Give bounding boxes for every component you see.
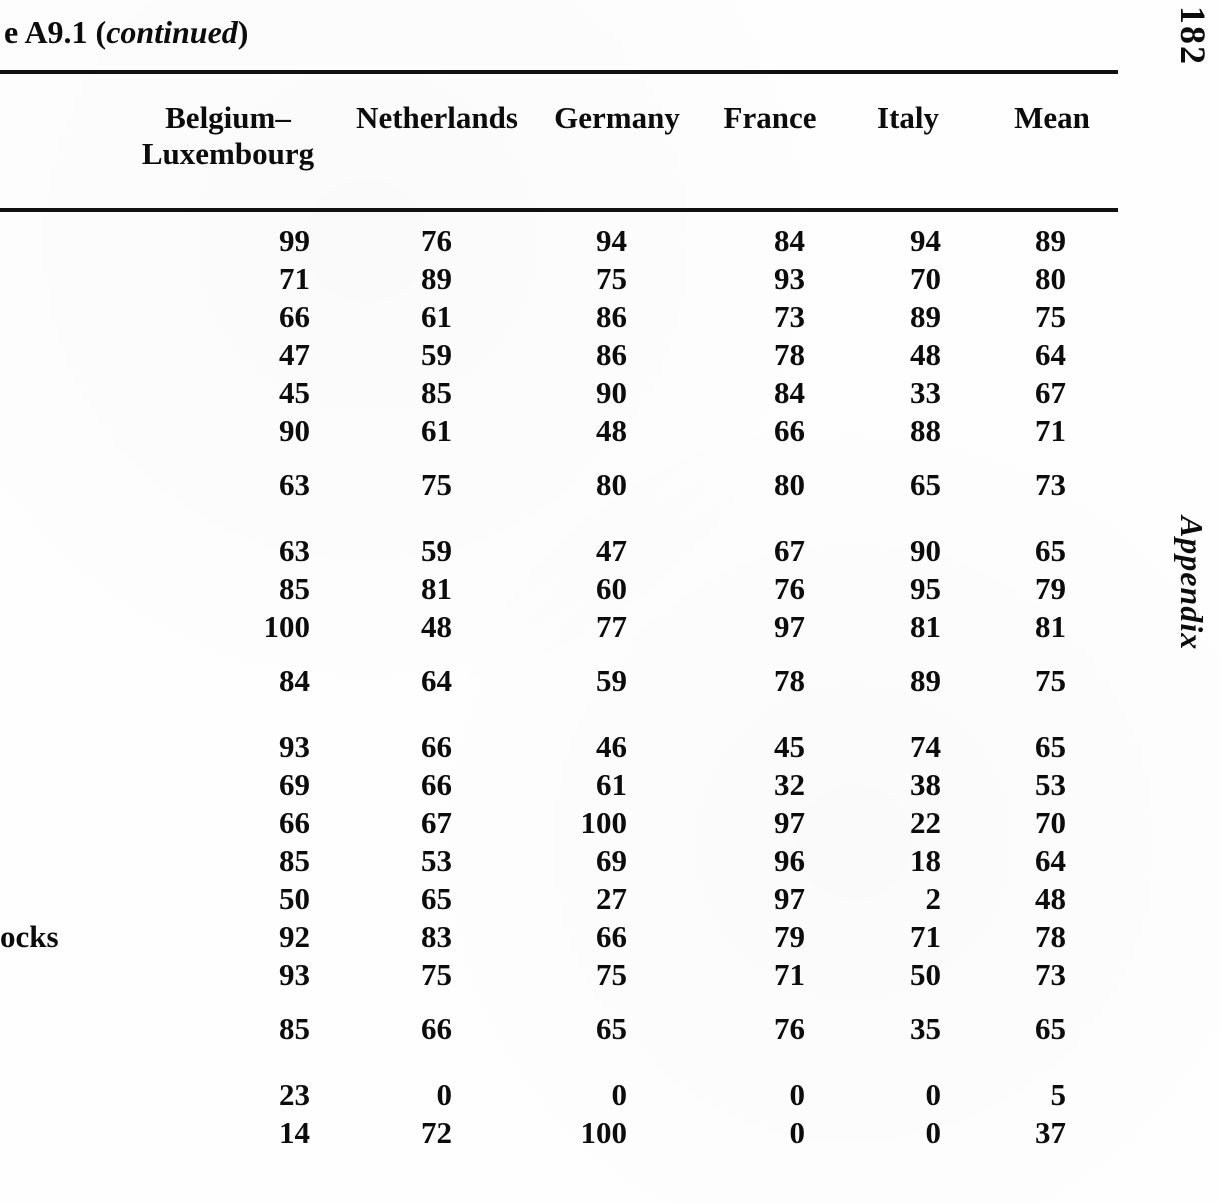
table-cell: 95 xyxy=(910,571,941,606)
header-rule xyxy=(0,208,1118,212)
header-germany: Germany xyxy=(554,100,680,135)
table-cell: 47 xyxy=(596,533,627,568)
table-cell: 94 xyxy=(596,223,627,258)
row-label-fragment xyxy=(0,570,115,608)
table-cell: 2 xyxy=(925,881,941,916)
table-cell: 78 xyxy=(1035,919,1066,954)
table-title xyxy=(4,14,248,51)
table-cell: 66 xyxy=(421,1011,452,1046)
table-cell: 0 xyxy=(611,1077,627,1112)
table-cell: 66 xyxy=(596,919,627,954)
table-cell: 100 xyxy=(580,805,627,840)
table-cell: 71 xyxy=(774,957,805,992)
table-group xyxy=(0,222,1118,450)
table-cell: 69 xyxy=(279,767,310,802)
table-cell: 65 xyxy=(1035,729,1066,764)
table-cell: 85 xyxy=(279,571,310,606)
table-cell: 97 xyxy=(774,881,805,916)
table-cell: 0 xyxy=(925,1115,941,1150)
table-row xyxy=(0,842,1118,880)
table-cell: 76 xyxy=(774,571,805,606)
table-cell: 99 xyxy=(279,223,310,258)
table-cell: 88 xyxy=(910,413,941,448)
table-cell: 0 xyxy=(789,1077,805,1112)
table-cell: 85 xyxy=(421,375,452,410)
table-row xyxy=(0,374,1118,412)
row-label-fragment xyxy=(0,374,115,412)
table-cell: 32 xyxy=(774,767,805,802)
table-cell: 97 xyxy=(774,609,805,644)
table-cell: 75 xyxy=(1035,299,1066,334)
top-rule xyxy=(0,70,1118,74)
table-cell: 89 xyxy=(1035,223,1066,258)
table-cell: 61 xyxy=(596,767,627,802)
table-cell: 93 xyxy=(279,729,310,764)
table-cell: 70 xyxy=(1035,805,1066,840)
table-cell: 65 xyxy=(1035,533,1066,568)
table-cell: 67 xyxy=(774,533,805,568)
table-row xyxy=(0,728,1118,766)
table-row xyxy=(0,956,1118,994)
table-cell: 85 xyxy=(279,843,310,878)
table-cell: 0 xyxy=(789,1115,805,1150)
table-cell: 65 xyxy=(1035,1011,1066,1046)
table-cell: 75 xyxy=(596,957,627,992)
table-cell: 65 xyxy=(596,1011,627,1046)
table-cell: 35 xyxy=(910,1011,941,1046)
table-cell: 18 xyxy=(910,843,941,878)
row-label-fragment xyxy=(0,260,115,298)
table-cell: 65 xyxy=(421,881,452,916)
table-row xyxy=(0,260,1118,298)
appendix-margin-label: Appendix xyxy=(1174,516,1210,651)
table-cell: 22 xyxy=(910,805,941,840)
table-cell: 75 xyxy=(596,261,627,296)
table-cell: 73 xyxy=(1035,467,1066,502)
row-label-fragment xyxy=(0,1076,115,1114)
table-cell: 45 xyxy=(774,729,805,764)
table-cell: 89 xyxy=(910,299,941,334)
row-label-fragment xyxy=(0,412,115,450)
table-cell: 86 xyxy=(596,337,627,372)
table-cell: 78 xyxy=(774,337,805,372)
table-cell: 50 xyxy=(279,881,310,916)
table-cell: 66 xyxy=(279,805,310,840)
header-france: France xyxy=(723,100,817,135)
table-cell: 33 xyxy=(910,375,941,410)
table-cell: 96 xyxy=(774,843,805,878)
row-label-fragment xyxy=(0,466,115,504)
table-cell: 94 xyxy=(910,223,941,258)
row-label-fragment xyxy=(0,532,115,570)
table-cell: 71 xyxy=(279,261,310,296)
table-cell: 90 xyxy=(910,533,941,568)
table-cell: 76 xyxy=(421,223,452,258)
row-label-fragment xyxy=(0,222,115,260)
table-cell: 75 xyxy=(1035,663,1066,698)
table-cell: 23 xyxy=(279,1077,310,1112)
table-title-prefix: e A9.1 ( xyxy=(4,14,107,50)
table-cell: 60 xyxy=(596,571,627,606)
table-cell: 89 xyxy=(910,663,941,698)
table-row xyxy=(0,1114,1118,1152)
table-cell: 53 xyxy=(1035,767,1066,802)
table-cell: 64 xyxy=(1035,843,1066,878)
table-cell: 80 xyxy=(774,467,805,502)
table-cell: 47 xyxy=(279,337,310,372)
table-cell: 79 xyxy=(774,919,805,954)
table-group xyxy=(0,728,1118,994)
row-label-fragment xyxy=(0,1010,115,1048)
table-row xyxy=(0,570,1118,608)
table-cell: 79 xyxy=(1035,571,1066,606)
table-cell: 53 xyxy=(421,843,452,878)
table-cell: 73 xyxy=(774,299,805,334)
table-cell: 77 xyxy=(596,609,627,644)
table-cell: 64 xyxy=(1035,337,1066,372)
table-group xyxy=(0,1076,1118,1152)
table-row xyxy=(0,766,1118,804)
table-cell: 80 xyxy=(1035,261,1066,296)
table-row xyxy=(0,608,1118,646)
row-label-fragment xyxy=(0,298,115,336)
table-cell: 64 xyxy=(421,663,452,698)
table-cell: 61 xyxy=(421,413,452,448)
table-row xyxy=(0,880,1118,918)
row-label-fragment xyxy=(0,728,115,766)
table-cell: 90 xyxy=(279,413,310,448)
row-label-fragment xyxy=(0,766,115,804)
table-cell: 50 xyxy=(910,957,941,992)
table-cell: 70 xyxy=(910,261,941,296)
table-cell: 85 xyxy=(279,1011,310,1046)
table-cell: 84 xyxy=(774,375,805,410)
table-summary-row xyxy=(0,662,1118,700)
row-label-fragment xyxy=(0,842,115,880)
table-cell: 63 xyxy=(279,533,310,568)
row-label-fragment xyxy=(0,1114,115,1152)
row-label-fragment: ocks xyxy=(0,919,59,954)
row-label-fragment xyxy=(0,880,115,918)
table-cell: 81 xyxy=(1035,609,1066,644)
table-cell: 66 xyxy=(279,299,310,334)
table-cell: 67 xyxy=(1035,375,1066,410)
table-cell: 89 xyxy=(421,261,452,296)
table-row xyxy=(0,298,1118,336)
table-cell: 59 xyxy=(421,337,452,372)
table-row xyxy=(0,918,1118,956)
table-cell: 46 xyxy=(596,729,627,764)
header-mean: Mean xyxy=(1014,100,1090,135)
table-cell: 93 xyxy=(774,261,805,296)
table-cell: 59 xyxy=(421,533,452,568)
table-cell: 65 xyxy=(910,467,941,502)
table-summary-row xyxy=(0,466,1118,504)
row-label-fragment xyxy=(0,804,115,842)
table-cell: 78 xyxy=(774,663,805,698)
table-title-suffix: ) xyxy=(237,14,249,50)
table-cell: 27 xyxy=(596,881,627,916)
table-cell: 66 xyxy=(421,767,452,802)
table-body xyxy=(0,222,1118,1152)
table-cell: 84 xyxy=(279,663,310,698)
table-row xyxy=(0,412,1118,450)
table-summary-row xyxy=(0,1010,1118,1048)
table-cell: 74 xyxy=(910,729,941,764)
table-cell: 48 xyxy=(1035,881,1066,916)
table-cell: 84 xyxy=(774,223,805,258)
table-cell: 86 xyxy=(596,299,627,334)
table-cell: 80 xyxy=(596,467,627,502)
table-title-continued: continued xyxy=(106,14,238,50)
table-cell: 14 xyxy=(279,1115,310,1150)
header-belgium-line2: Luxembourg xyxy=(141,136,315,171)
row-label-fragment xyxy=(0,336,115,374)
table-cell: 59 xyxy=(596,663,627,698)
row-label-fragment xyxy=(0,608,115,646)
table-cell: 71 xyxy=(1035,413,1066,448)
table-row xyxy=(0,804,1118,842)
table-cell: 48 xyxy=(910,337,941,372)
table-cell: 63 xyxy=(279,467,310,502)
row-label-fragment xyxy=(0,662,115,700)
table-cell: 66 xyxy=(774,413,805,448)
table-cell: 5 xyxy=(1050,1077,1066,1112)
table-cell: 48 xyxy=(421,609,452,644)
table-cell: 67 xyxy=(421,805,452,840)
table-row xyxy=(0,336,1118,374)
table-cell: 66 xyxy=(421,729,452,764)
row-label-fragment xyxy=(0,956,115,994)
table-cell: 0 xyxy=(436,1077,452,1112)
table-cell: 75 xyxy=(421,957,452,992)
table-cell: 100 xyxy=(580,1115,627,1150)
table-cell: 61 xyxy=(421,299,452,334)
table-cell: 97 xyxy=(774,805,805,840)
header-belgium-line1: Belgium– xyxy=(165,100,291,135)
table-cell: 73 xyxy=(1035,957,1066,992)
table-cell: 72 xyxy=(421,1115,452,1150)
table-cell: 45 xyxy=(279,375,310,410)
table-cell: 48 xyxy=(596,413,627,448)
table-cell: 37 xyxy=(1035,1115,1066,1150)
table-cell: 81 xyxy=(910,609,941,644)
table-cell: 81 xyxy=(421,571,452,606)
table-cell: 92 xyxy=(279,919,310,954)
table-cell: 100 xyxy=(263,609,310,644)
table-cell: 93 xyxy=(279,957,310,992)
header-italy: Italy xyxy=(877,100,939,135)
table-cell: 71 xyxy=(910,919,941,954)
page-number: 182 xyxy=(1173,6,1213,66)
table-row xyxy=(0,1076,1118,1114)
table-cell: 90 xyxy=(596,375,627,410)
table-row xyxy=(0,222,1118,260)
table-cell: 83 xyxy=(421,919,452,954)
table-group xyxy=(0,532,1118,646)
table-cell: 69 xyxy=(596,843,627,878)
table-row xyxy=(0,532,1118,570)
table-cell: 75 xyxy=(421,467,452,502)
table-cell: 38 xyxy=(910,767,941,802)
header-netherlands: Netherlands xyxy=(356,100,518,135)
table-cell: 76 xyxy=(774,1011,805,1046)
table-cell: 0 xyxy=(925,1077,941,1112)
